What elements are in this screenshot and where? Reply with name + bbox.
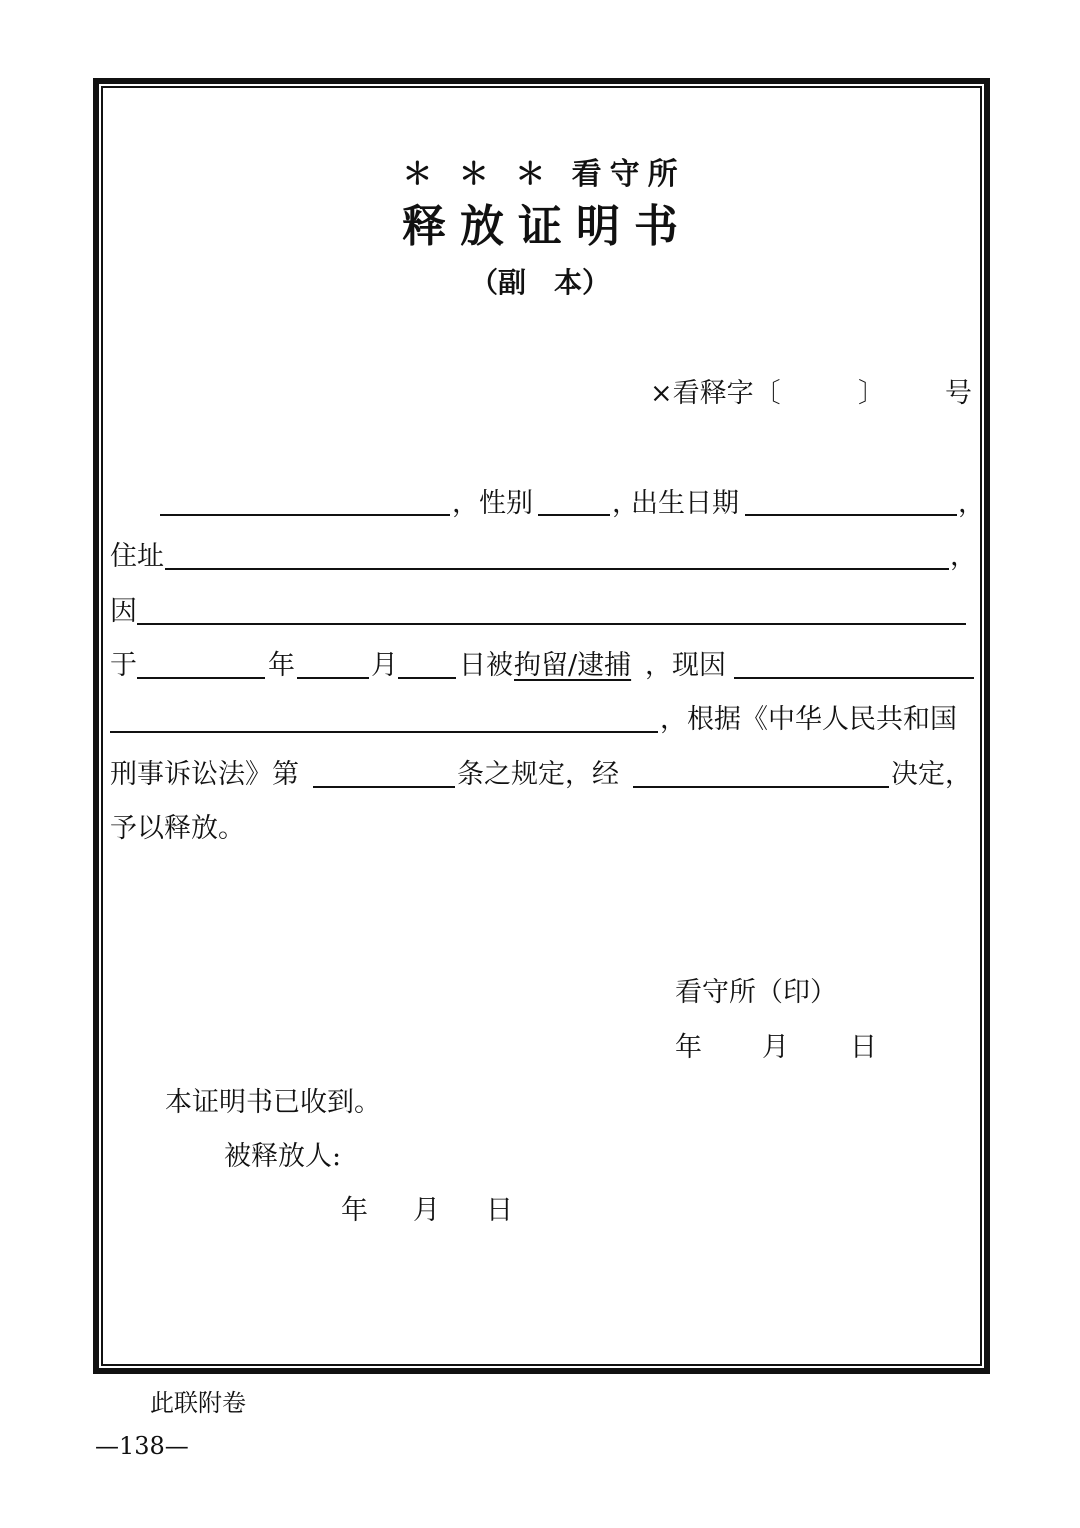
reason-blank[interactable] [137, 623, 966, 625]
receipt-year: 年 [341, 1195, 368, 1226]
receipt-month: 月 [413, 1195, 440, 1226]
day-blank[interactable] [398, 677, 456, 679]
line2-end-comma: ， [950, 541, 977, 572]
decision-authority-blank[interactable] [633, 786, 889, 788]
address-label: 住址 [110, 541, 164, 572]
year-blank[interactable] [137, 677, 265, 679]
law-prefix: 刑事诉讼法》第 [110, 759, 299, 790]
copy-label: （副 本） [469, 266, 610, 299]
page-number: —138— [95, 1432, 189, 1460]
receipt-statement: 本证明书已收到。 [165, 1087, 381, 1118]
issuer-day: 日 [850, 1032, 877, 1063]
issuer-month: 月 [762, 1032, 789, 1063]
decision-label: 决定， [891, 759, 972, 790]
gender-blank[interactable] [538, 514, 610, 516]
month-blank[interactable] [297, 677, 369, 679]
birth-date-label: 出生日期 [631, 488, 739, 519]
document-title: 释放证明书 [402, 201, 692, 252]
article-label: 条之规定，经 [457, 759, 619, 790]
agency-name: ＊ ＊ ＊ 看守所 [402, 157, 686, 192]
name-blank[interactable] [160, 514, 450, 516]
release-statement: 予以释放。 [110, 813, 245, 844]
archive-note: 此联附卷 [150, 1389, 246, 1417]
issuer-seal: 看守所（印） [675, 977, 837, 1008]
releasee-label: 被释放人: [224, 1141, 342, 1172]
line1-end-comma: ， [958, 488, 985, 519]
reason-label: 因 [110, 596, 137, 627]
arrest-options: 拘留/逮捕 [514, 650, 632, 681]
doc-number-bracket-close: 〕 [858, 378, 885, 409]
year-label: 年 [268, 650, 295, 681]
according-to-label: ，根据《中华人民共和国 [660, 704, 957, 735]
day-prefix: 日被 [459, 650, 513, 681]
issuer-year: 年 [675, 1032, 702, 1063]
release-reason-blank-2[interactable] [110, 731, 658, 733]
month-label: 月 [371, 650, 398, 681]
address-blank[interactable] [165, 568, 949, 570]
doc-number-prefix: ×看释字〔 [650, 378, 781, 409]
now-because-label: ，现因 [645, 650, 726, 681]
doc-number-suffix: 号 [945, 378, 972, 409]
article-blank[interactable] [313, 786, 455, 788]
line1-comma: ， [612, 488, 639, 519]
at-label: 于 [110, 650, 137, 681]
release-reason-blank[interactable] [734, 677, 974, 679]
gender-label: ，性别 [452, 488, 533, 519]
receipt-day: 日 [486, 1195, 513, 1226]
birth-date-blank[interactable] [745, 514, 957, 516]
